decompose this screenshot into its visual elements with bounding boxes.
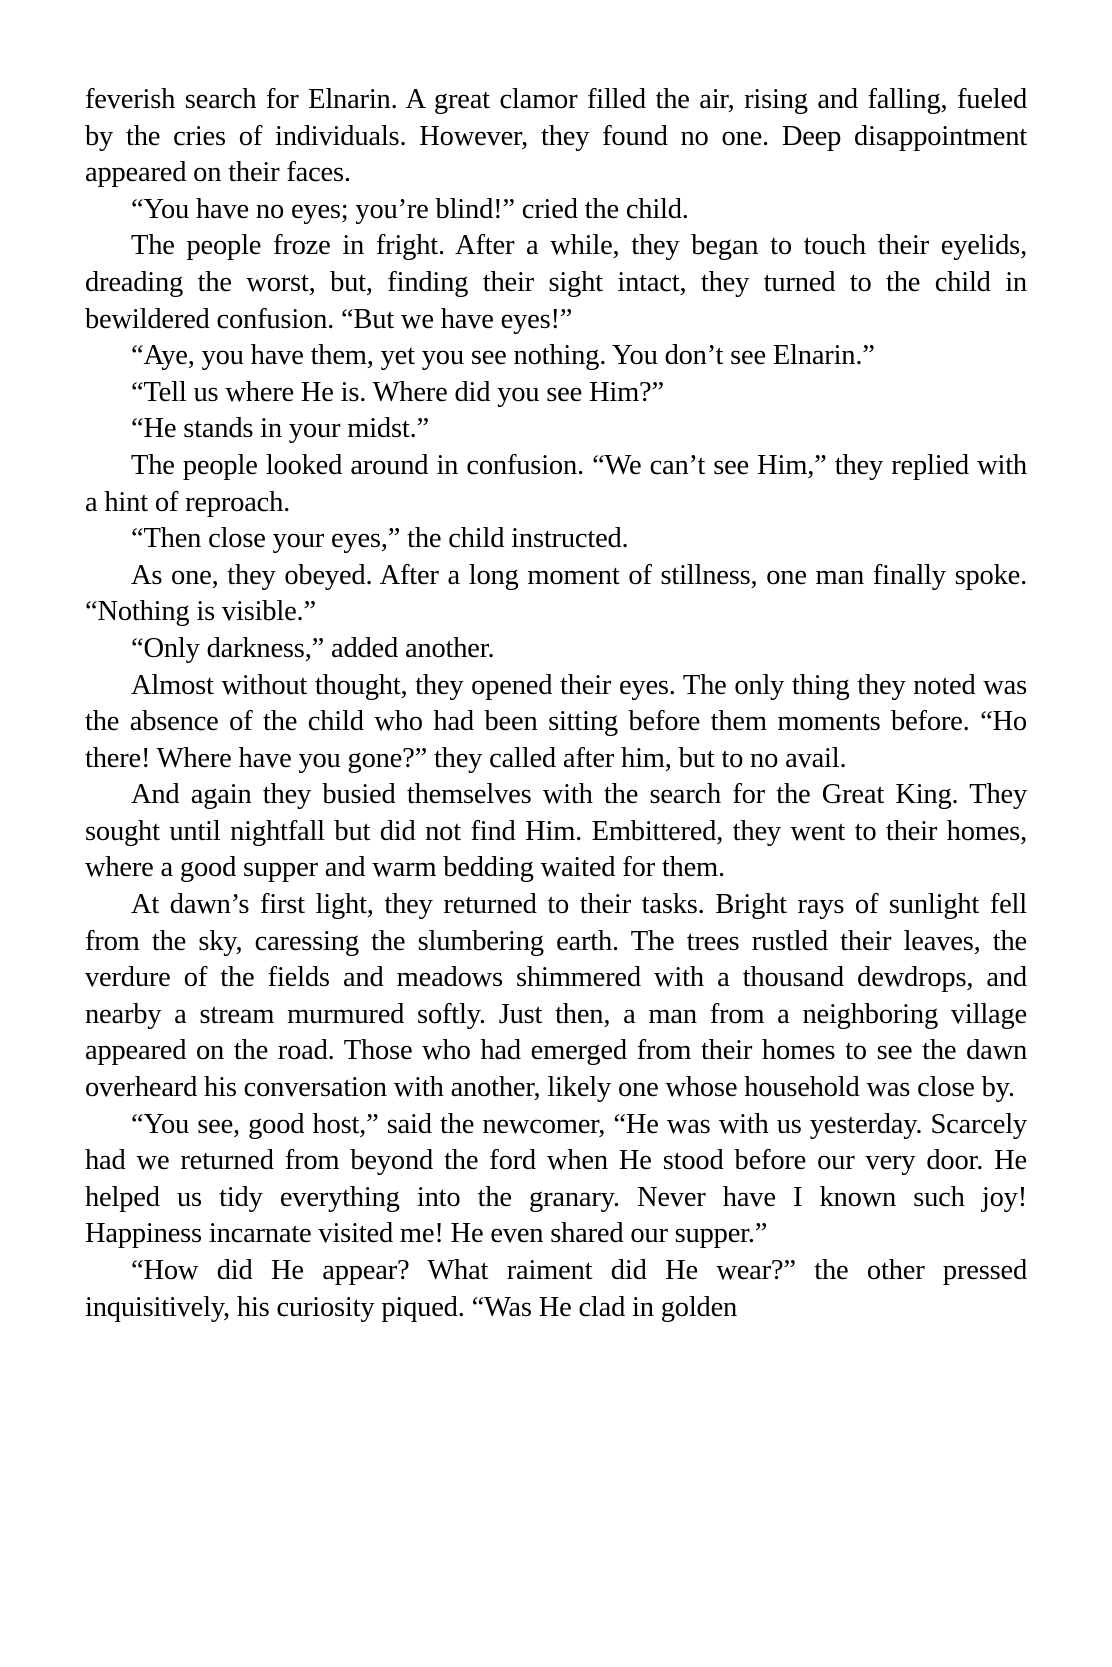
paragraph: “He stands in your midst.” [131, 413, 429, 445]
paragraph: As one, they obeyed. After a long moment of stillness, one man finally spoke. “Nothing is visible.” [85, 559, 1027, 628]
paragraph: “Aye, you have them, yet you see nothing. You don’t see Elnarin.” [131, 340, 875, 372]
paragraph: “Tell us where He is. Where did you see Him?” [131, 376, 664, 408]
paragraph: Almost without thought, they opened their eyes. The only thing they noted was the absence of the child who had been sitting before them moments before. “Ho there! Where have you gone?” they called after him, but to no avail. [85, 669, 1027, 774]
paragraph: The people froze in fright. After a while, they began to touch their eyelids, dreading the worst, but, finding their sight intact, they turned to the child in bewildered confusion. “But we have eyes!” [85, 230, 1027, 335]
paragraph: “You see, good host,” said the newcomer, “He was with us yesterday. Scarcely had we returned from beyond the ford when He stood before our very door. He helped us tidy everything into the granary. Never have I known such joy! Happiness incarnate visited me! He even shared our supper.” [85, 1108, 1027, 1250]
paragraph: “You have no eyes; you’re blind!” cried the child. [131, 193, 689, 225]
paragraph: feverish search for Elnarin. A great clamor filled the air, rising and falling, fueled by the cries of individuals. However, they found no one. Deep disappointment appeared on their faces. [85, 84, 1027, 189]
paragraph: The people looked around in confusion. “We can’t see Him,” they replied with a hint of reproach. [85, 449, 1027, 518]
paragraph: “How did He appear? What raiment did He wear?” the other pressed inquisitively, his curiosity piqued. “Was He clad in golden [85, 1255, 1027, 1323]
page-text-column [85, 82, 1027, 1326]
paragraph: “Only darkness,” added another. [131, 632, 495, 664]
paragraph: And again they busied themselves with the search for the Great King. They sought until nightfall but did not find Him. Embittered, they went to their homes, where a good supper and warm bedding waited for them. [85, 779, 1027, 884]
paragraph: “Then close your eyes,” the child instructed. [131, 523, 629, 555]
paragraph: At dawn’s first light, they returned to their tasks. Bright rays of sunlight fell from the sky, caressing the slumbering earth. The trees rustled their leaves, the verdure of the fields and meadows shimmered with a thousand dewdrops, and nearby a stream murmured softly. Just then, a man from a neighboring village appeared on the road. Those who had emerged from their homes to see the dawn overheard his conversation with another, likely one whose household was close by. [85, 889, 1027, 1104]
